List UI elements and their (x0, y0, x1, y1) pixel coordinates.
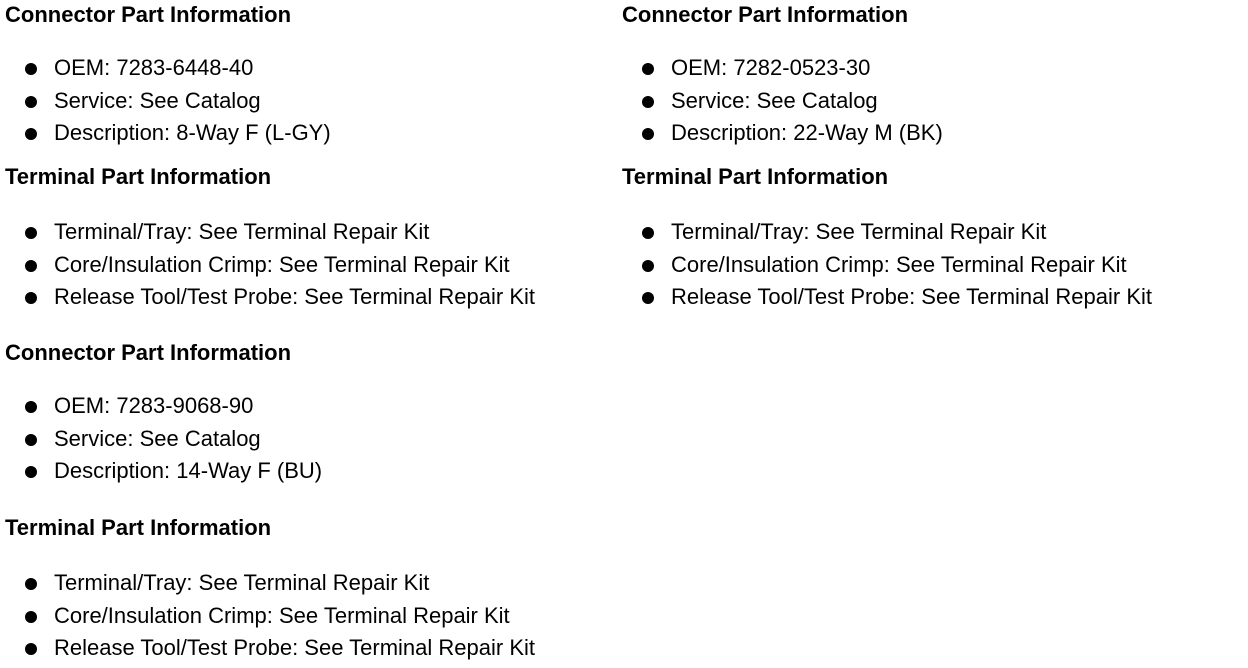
list-item: Description: 14-Way F (BU) (5, 455, 322, 488)
bullet-icon (25, 434, 37, 446)
list-item: Description: 8-Way F (L-GY) (5, 117, 331, 150)
terminal-heading: Terminal Part Information (622, 164, 889, 189)
bullet-icon (25, 466, 37, 478)
terminal-info-list (622, 216, 1152, 314)
list-item: Release Tool/Test Probe: See Terminal Repair Kit (5, 281, 535, 314)
terminal-info-block-3 (5, 513, 535, 665)
bullet-icon (25, 401, 37, 413)
bullet-icon (25, 611, 37, 623)
connector-info-list (622, 52, 943, 150)
connector-info-block-1 (5, 0, 331, 150)
bullet-icon (642, 96, 654, 108)
bullet-icon (25, 643, 37, 655)
bullet-icon (25, 96, 37, 108)
list-item: Terminal/Tray: See Terminal Repair Kit (5, 567, 535, 600)
bullet-icon (642, 227, 654, 239)
bullet-icon (25, 578, 37, 590)
list-item: Core/Insulation Crimp: See Terminal Repair Kit (622, 249, 1152, 282)
list-item: Service: See Catalog (5, 423, 322, 456)
terminal-info-block-2 (622, 162, 1152, 314)
connector-info-list (5, 390, 322, 488)
bullet-icon (642, 128, 654, 140)
list-item: Service: See Catalog (622, 85, 943, 118)
terminal-heading: Terminal Part Information (5, 515, 272, 540)
list-item: Terminal/Tray: See Terminal Repair Kit (5, 216, 535, 249)
list-item: OEM: 7282-0523-30 (622, 52, 943, 85)
connector-heading: Connector Part Information (5, 2, 292, 27)
list-item: OEM: 7283-9068-90 (5, 390, 322, 423)
bullet-icon (25, 128, 37, 140)
terminal-info-block-1 (5, 162, 535, 314)
connector-heading: Connector Part Information (5, 340, 292, 365)
bullet-icon (25, 63, 37, 75)
connector-info-block-2 (622, 0, 943, 150)
connector-heading: Connector Part Information (622, 2, 909, 27)
list-item: Core/Insulation Crimp: See Terminal Repair Kit (5, 600, 535, 633)
list-item: OEM: 7283-6448-40 (5, 52, 331, 85)
list-item: Description: 22-Way M (BK) (622, 117, 943, 150)
list-item: Core/Insulation Crimp: See Terminal Repair Kit (5, 249, 535, 282)
bullet-icon (25, 292, 37, 304)
bullet-icon (25, 227, 37, 239)
connector-info-block-3 (5, 338, 322, 488)
terminal-info-list (5, 216, 535, 314)
bullet-icon (642, 63, 654, 75)
bullet-icon (642, 292, 654, 304)
list-item: Release Tool/Test Probe: See Terminal Repair Kit (622, 281, 1152, 314)
terminal-heading: Terminal Part Information (5, 164, 272, 189)
terminal-info-list (5, 567, 535, 665)
bullet-icon (25, 260, 37, 272)
list-item: Release Tool/Test Probe: See Terminal Repair Kit (5, 632, 535, 665)
list-item: Terminal/Tray: See Terminal Repair Kit (622, 216, 1152, 249)
bullet-icon (642, 260, 654, 272)
list-item: Service: See Catalog (5, 85, 331, 118)
connector-info-list (5, 52, 331, 150)
